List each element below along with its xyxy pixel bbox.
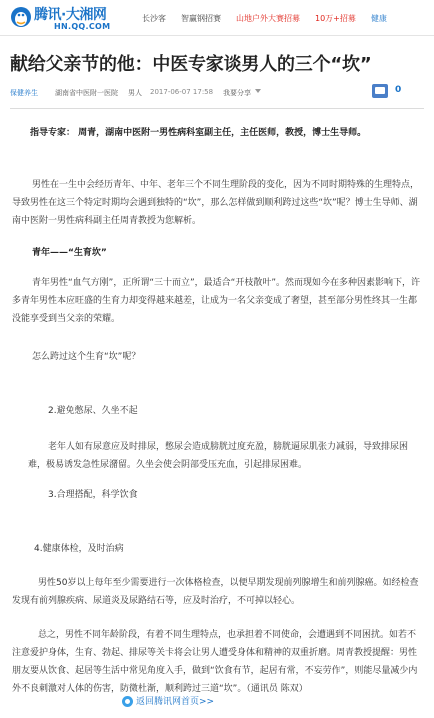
article-paragraph: 青年男性“血气方刚”，正所谓“三十而立”，最适合“开枝散叶”。然而现如今在多种因素影响下，许多青年男性本应旺盛的生育力却变得越来越差，让成为一名父亲变成了奢望，甚至部分男性终其一生都没能享受到当父亲的荣耀。	[12, 278, 420, 324]
list-item-heading: 4.健康体检，及时治病	[34, 544, 124, 554]
top-navigation-bar	[0, 0, 434, 36]
logo-subtext: HN.QQ.COM	[54, 22, 111, 31]
publish-time: 2017-06-07 17:58	[150, 88, 214, 96]
nav-link-health[interactable]: 健康	[370, 13, 387, 23]
article-paragraph: 总之，男性不同年龄阶段，有着不同生理特点，也承担着不同使命，会遭遇到不同困扰。如若不注意爱护身体，生育、勃起、排尿等关卡将会让男人遭受身体和精神的双重折磨。周青教授提醒：男性朋友要从饮食、起居等生活中常见角度入手，做到“饮食有节，起居有常，不妄劳作”，则能尽量减少内外不良刺激对人体的伤害，防微杜渐，顺利跨过三道“坎”。（通讯员 陈双）	[12, 630, 418, 694]
nav-link-changshake[interactable]: 长沙客	[142, 13, 166, 23]
return-home-link[interactable]: 返回腾讯网首页>>	[136, 697, 215, 707]
logo-text: 腾讯·大湘网	[34, 7, 107, 23]
nav-link-outdoor[interactable]: 山地户外大赛招募	[236, 13, 300, 23]
tencent-daxiang-logo[interactable]	[10, 3, 128, 33]
article-paragraph: 男性在一生中会经历青年、中年、老年三个不同生理阶段的变化，因为不同时期特殊的生理特点，导致男性在这三个特定时期均会遇到独特的“坎”，那么怎样做到顺利跨过这些“坎”呢？博士生导师、湖南中医附一男性病科副主任周青教授为您解析。	[12, 180, 420, 226]
article-title: 献给父亲节的他：中医专家谈男人的三个“坎”	[10, 54, 372, 75]
expert-intro: 指导专家： 周青，湖南中医附一男性病科室副主任，主任医师，教授，博士生导师。	[30, 128, 367, 138]
source-link[interactable]: 湖南省中医附一医院	[55, 89, 118, 97]
nav-links	[142, 0, 402, 36]
article-paragraph: 怎么跨过这个生育“坎”呢？	[32, 352, 141, 362]
share-button[interactable]: 我要分享	[223, 89, 251, 97]
tencent-penguin-icon	[10, 6, 32, 28]
comment-icon[interactable]	[372, 84, 388, 98]
list-item-heading: 2.避免憋尿、久坐不起	[48, 406, 138, 416]
nav-link-100k[interactable]: 10万+招募	[315, 13, 356, 23]
home-icon	[122, 696, 133, 707]
comment-count[interactable]: 0	[395, 85, 402, 95]
channel-link[interactable]: 保健养生	[10, 89, 38, 97]
section-heading-youth: 青年——“生育坎”	[32, 248, 107, 258]
article-paragraph: 男性50岁以上每年至少需要进行一次体格检查，以便早期发现前列腺增生和前列腺癌。如经检查发现有前列腺疾病、尿道炎及尿路结石等，应及时治疗，不可掉以轻心。	[12, 578, 419, 606]
nav-link-zhiying[interactable]: 智赢钢招赛	[181, 13, 221, 23]
title-divider	[10, 108, 424, 109]
author-label: 男人	[128, 89, 142, 97]
article-paragraph: 老年人如有尿意应及时排尿，憋尿会造成膀胱过度充盈，膀胱逼尿肌张力减弱，导致排尿困难，极易诱发急性尿潴留。久坐会使会阴部受压充血，引起排尿困难。	[28, 442, 409, 470]
list-item-heading: 3.合理搭配，科学饮食	[48, 490, 138, 500]
chevron-down-icon	[255, 89, 261, 93]
article-meta	[10, 86, 424, 102]
